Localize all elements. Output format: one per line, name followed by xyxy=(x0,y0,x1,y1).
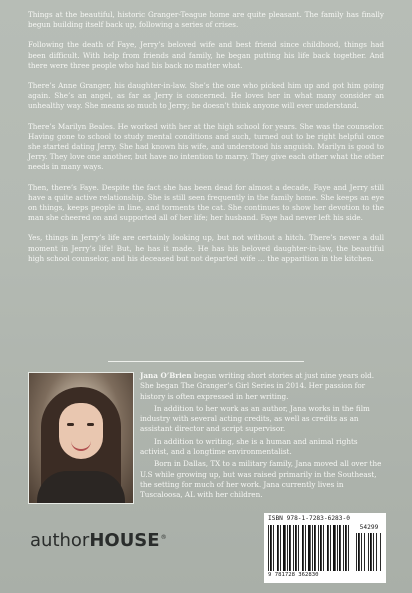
barcode-stripe xyxy=(289,525,291,571)
barcode-stripe xyxy=(345,525,347,571)
barcode-stripe xyxy=(343,525,344,571)
barcode-stripe xyxy=(273,525,274,571)
barcode-stripe xyxy=(361,533,362,571)
blurb-paragraph-6: Yes, things in Jerry’s life are certainly looking up, but not without a hitch. There’s never a dull moment in Jerry’s life! But, he has it made. He has his beloved daughter-in-law, the beautiful high school counselor, and his deceased but not departed wife … the apparition in the kitchen. xyxy=(28,233,384,263)
author-photo-eye-right xyxy=(87,423,94,426)
barcode-stripe xyxy=(376,533,377,571)
blurb-paragraph-5: Then, there’s Faye. Despite the fact she has been dead for almost a decade, Faye and Jerry still have a quite active relationship. She is still seen frequently in the family home. She keeps an eye on things, keeps people in line, and torments the cat. She continues to show her devotion to the man she cheered on and supported all of her life; her husband. Faye had never left his side. xyxy=(28,182,384,223)
author-bio xyxy=(140,371,384,503)
barcode-stripe xyxy=(333,525,336,571)
author-photo-shoulders xyxy=(37,471,125,504)
author-bio-intro-text: began writing short stories at just nine years old. She began The Granger’s Girl Series in 2014. Her passion for history is often expressed in her writing. xyxy=(140,371,375,401)
author-photo-eye-left xyxy=(67,423,74,426)
barcode-stripe xyxy=(337,525,338,571)
author-bio-film: In addition to her work as an author, Jana works in the film industry with several acting credits, as well as credits as an assistant director and script supervisor. xyxy=(140,403,370,434)
author-photo xyxy=(28,372,134,504)
barcode-stripe xyxy=(283,525,286,571)
section-divider xyxy=(108,361,304,362)
blurb-paragraph-2: Following the death of Faye, Jerry’s beloved wife and best friend since childhood, things had been difficult. With help from friends and family, he began putting his life back together. And there were three people who had his back no matter what. xyxy=(28,40,384,70)
blurb-paragraph-3: There’s Anne Granger, his daughter-in-law. She’s the one who picked him up and got him going again. She’s an angel, as far as Jerry is concerned. He loves her in what many consider an unhealthy way. She means so much to Jerry; he doesn’t think anyone will ever understand. xyxy=(28,81,384,111)
barcode-stripe xyxy=(295,525,297,571)
barcode-stripe xyxy=(356,533,357,571)
barcode-stripe xyxy=(314,525,316,571)
isbn-number: ISBN 978-1-7283-6283-0 xyxy=(268,515,350,522)
barcode-main-bars xyxy=(268,525,352,571)
barcode-stripe xyxy=(320,525,322,571)
barcode-stripe xyxy=(318,525,319,571)
barcode-stripe xyxy=(323,525,324,571)
publisher-logo xyxy=(30,530,167,554)
barcode-stripe xyxy=(380,533,381,571)
blurb-paragraph-4: There’s Marilyn Beales. He worked with her at the high school for years. She was the counselor. Having gone to school to study mental conditions and such, turned out to be right helpful once she started dating Jerry. She had known his wife, and understood his anguish. Marilyn is good to Jerry. They love one another, but have no intention to marry. They give each other what the other needs in many ways. xyxy=(28,121,384,172)
barcode-stripe xyxy=(298,525,299,571)
barcode-stripe xyxy=(270,525,272,571)
isbn-barcode xyxy=(264,513,386,583)
barcode-stripe xyxy=(348,525,349,571)
author-bio-intro xyxy=(140,371,384,402)
price-addon-number: 54299 xyxy=(359,524,379,531)
barcode-stripe xyxy=(358,533,360,571)
barcode-stripe xyxy=(327,525,329,571)
barcode-stripe xyxy=(364,533,365,571)
registered-mark: ® xyxy=(160,534,167,541)
author-bio-background: Born in Dallas, TX to a military family, Jana moved all over the U.S while growing up, but was raised primarily in the Southeast, the setting for much of her work. Jana currently lives in Tuscaloosa, AL with her children. xyxy=(140,459,382,500)
barcode-stripe xyxy=(308,525,311,571)
author-name: Jana O’Brien xyxy=(140,371,192,380)
publisher-logo-author: author xyxy=(30,530,90,551)
barcode-stripe xyxy=(280,525,281,571)
blurb-paragraph-1: Things at the beautiful, historic Granger-Teague home are quite pleasant. The family has finally begun building itself back up, following a series of crises. xyxy=(28,10,384,30)
publisher-logo-house: HOUSE xyxy=(89,530,160,551)
barcode-stripe xyxy=(312,525,313,571)
barcode-stripe xyxy=(370,533,372,571)
barcode-stripe xyxy=(287,525,288,571)
barcode-stripe xyxy=(293,525,294,571)
barcode-stripe xyxy=(339,525,341,571)
barcode-stripe xyxy=(277,525,279,571)
blurb-text xyxy=(28,10,384,274)
barcode-stripe xyxy=(302,525,304,571)
barcode-stripe xyxy=(368,533,369,571)
author-bio-activism: In addition to writing, she is a human and animal rights activist, and a longtime environmentalist. xyxy=(140,436,358,457)
barcode-digits: 9 781728 362830 xyxy=(268,572,319,578)
barcode-stripe xyxy=(330,525,331,571)
barcode-stripe xyxy=(305,525,306,571)
barcode-addon-bars xyxy=(356,533,382,571)
barcode-stripe xyxy=(373,533,374,571)
barcode-stripe xyxy=(268,525,269,571)
